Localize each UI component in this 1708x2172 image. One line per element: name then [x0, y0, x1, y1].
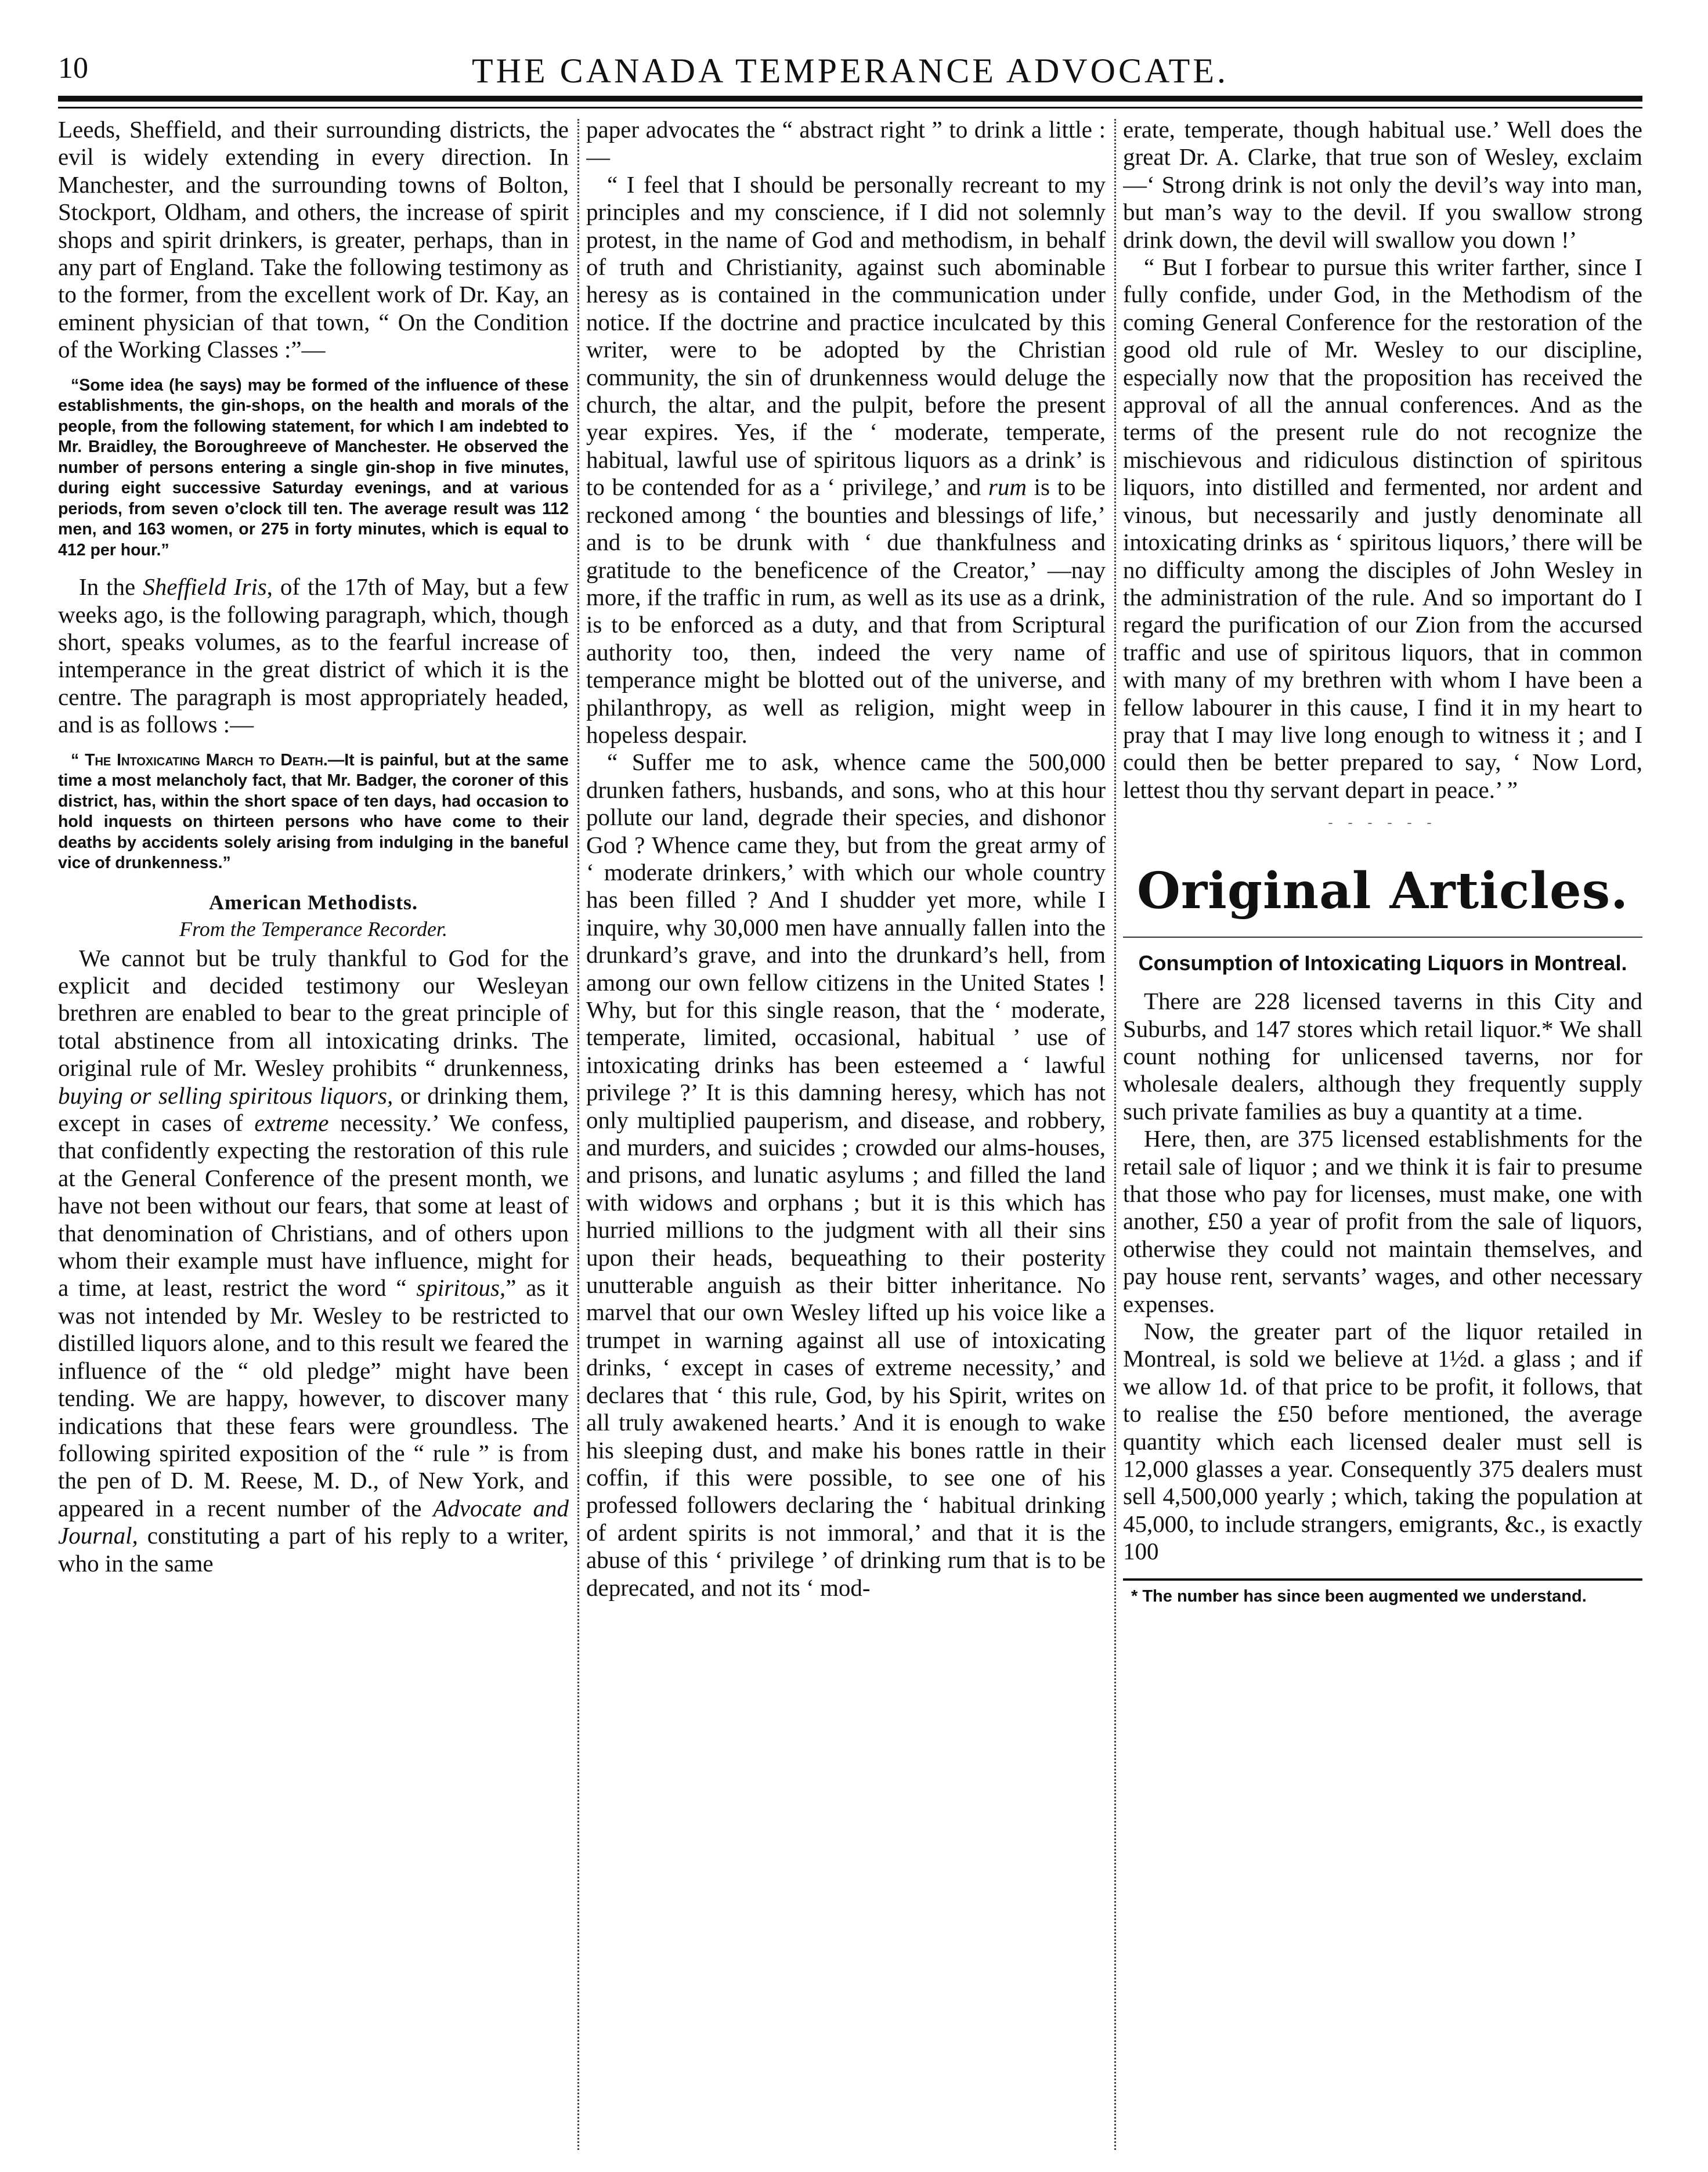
paragraph-licensed: Here, then, are 375 licensed establishments for the retail sale of liquor ; and we think it is fair to presume that those who pay for licenses, must make, one with another, £50 a year of profit from the sale of liquors, otherwise they could not maintain themselves, and pay house rent, servants’ wages, and other necessary expenses.: [1123, 1125, 1642, 1317]
paragraph-clarke: erate, temperate, though habitual use.’ Well does the great Dr. A. Clarke, that true son of Wesley, exclaim—‘ Strong drink is not only the devil’s way into man, but man’s way to the devil. If you swallow strong drink down, the devil will swallow you down !’: [1123, 116, 1642, 253]
quote-heading: “ The Intoxicating March to Death.: [71, 750, 328, 769]
paragraph-abstract-right: paper advocates the “ abstract right ” to drink a little :—: [586, 116, 1106, 171]
column-two: [586, 116, 1106, 2159]
header-rule-thick: [58, 96, 1642, 102]
newspaper-name: Sheffield Iris: [143, 573, 267, 601]
quote-gin-shops: “Some idea (he says) may be formed of the influence of these establishments, the gin-shops, on the health and morals of the people, from the following statement, for which I am indebted to Mr. Braidley, the Boroughreeve of Manchester. He observed the number of persons entering a single gin-shop in five minutes, during eight successive Saturday evenings, and at various periods, from seven o’clock till ten. The average result was 112 men, and 163 women, or 275 in forty minutes, which is equal to 412 per hour.”: [58, 375, 569, 559]
paragraph-liquor-retailed: Now, the greater part of the liquor retailed in Montreal, is sold we believe at 1½d. a glass ; and if we allow 1d. of that price to be profit, it follows, that to realise the £50 before mentioned, the average quantity which each licensed dealer must sell is 12,000 glasses a year. Consequently 375 dealers must sell 4,500,000 yearly ; which, taking the population at 45,000, to include strangers, emigrants, &c., is exactly 100: [1123, 1318, 1642, 1565]
running-title: THE CANADA TEMPERANCE ADVOCATE.: [472, 52, 1229, 90]
column-one: [58, 116, 569, 2159]
column-three: [1123, 116, 1642, 2159]
paragraph-wesleyan: We cannot but be truly thankful to God for the explicit and decided testimony our Wesleyan brethren are enabled to bear to the great principle of total abstinence from all intoxicating drinks. The original rule of Mr. Wesley prohibits “ drunkenness, buying or selling spiritous liquors, or drinking them, except in cases of extreme necessity.’ We confess, that confidently expecting the restoration of this rule at the General Conference of the present month, we have not been without our fears, that some at least of that denomination of Christians, and of others upon whom their example must have influence, might for a time, at least, restrict the word “ spiritous,” as it was not intended by Mr. Wesley to be restricted to distilled liquors alone, and to this result we feared the influence of the “ old pledge” might have been tending. We are happy, however, to discover many indications that these fears were groundless. The following spirited exposition of the “ rule ” is from the pen of D. M. Reese, M. D., of New York, and appeared in a recent number of the Advocate and Journal, constituting a part of his reply to a writer, who in the same: [58, 944, 569, 1577]
heading-rule: [1123, 937, 1642, 938]
column-divider-left: [577, 119, 579, 2150]
paragraph-sheffield-iris: In the Sheffield Iris, of the 17th of May, but a few weeks ago, is the following paragraph, which, though short, speaks volumes, as to the fearful increase of intemperance in the great district of which it is the centre. The paragraph is most appropriately headed, and is as follows :—: [58, 573, 569, 738]
page-number: 10: [58, 52, 88, 85]
footnote-rule: [1123, 1578, 1642, 1581]
column-divider-right: [1114, 119, 1116, 2150]
page-header: [58, 51, 1642, 97]
article-title: Consumption of Intoxicating Liquors in Montreal.: [1138, 951, 1627, 975]
header-rule-thin: [58, 107, 1642, 109]
section-source: From the Temperance Recorder.: [179, 917, 447, 941]
section-title-american-methodists: American Methodists.: [209, 890, 418, 914]
paragraph-leeds: Leeds, Sheffield, and their surrounding districts, the evil is widely extending in every direction. In Manchester, and the surrounding towns of Bolton, Stockport, Oldham, and others, the increase of spirit shops and spirit drinkers, is greater, perhaps, than in any part of England. Take the following testimony as to the former, from the excellent work of Dr. Kay, an eminent physician of that town, “ On the Condition of the Working Classes :”—: [58, 116, 569, 363]
paragraph-suffer-me: “ Suffer me to ask, whence came the 500,000 drunken fathers, husbands, and sons, who at this hour pollute our land, degrade their species, and dishonor God ? Whence came they, but from the great army of ‘ moderate drinkers,’ with which our whole country has been filled ? And I shudder yet more, while I inquire, why 30,000 men have annually fallen into the drunkard’s grave, and into the drunkard’s hell, from among our own fellow citizens in the United States ! Why, but for this single reason, that the ‘ moderate, temperate, limited, occasional, habitual ’ use of intoxicating drinks has been esteemed a ‘ lawful privilege ?’ It is this damning heresy, which has not only multiplied pauperism, and disease, and robbery, and murders, and suicides ; crowded our alms-houses, and prisons, and lunatic asylums ; and filled the land with widows and orphans ; but it is this which has hurried millions to the judgment with all their sins upon their heads, bequeathing to their posterity unutterable anguish as their bitter inheritance. No marvel that our own Wesley lifted up his voice like a trumpet in warning against all use of intoxicating drinks, ‘ except in cases of extreme necessity,’ and declares that ‘ this rule, God, by his Spirit, writes on all truly awakened hearts.’ And it is enough to wake his sleeping dust, and make his bones rattle in their coffin, if this were possible, to see one of his professed followers declaring the ‘ habitual drinking of ardent spirits is not immoral,’ and that it is the abuse of this ‘ privilege ’ of drinking rum that is to be deprecated, and not its ‘ mod-: [586, 749, 1106, 1601]
paragraph-forbear: “ But I forbear to pursue this writer farther, since I fully confide, under God, in the Methodism of the coming General Conference for the restoration of the good old rule of Mr. Wesley to our discipline, especially now that the proposition has received the approval of all the annual conferences. And as the terms of the present rule do not recognize the mischievous and ridiculous distinction of spiritous liquors, into distilled and fermented, nor ardent and vinous, but necessarily and justly denominate all intoxicating drinks as ‘ spiritous liquors,’ there will be no difficulty among the disciples of John Wesley in the administration of the rule. And so important do I regard the purification of our Zion from the accursed traffic and use of spiritous liquors, that in common with many of my brethren with whom I have been a fellow labourer in this cause, I find it in my heart to pray that I may live long enough to witness it ; and I could then be better prepared to say, ‘ Now Lord, lettest thou thy servant depart in peace.’ ”: [1123, 254, 1642, 803]
quote-intoxicating-march: “ The Intoxicating March to Death.—It is painful, but at the same time a most melancholy fact, that Mr. Badger, the coroner of this district, has, within the short space of ten days, had occasion to hold inquests on thirteen persons who have come to their deaths by accidents solely arising from indulging in the baneful vice of drunkenness.”: [58, 750, 569, 873]
separator-dots: - - - - - -: [1328, 815, 1438, 831]
paragraph-recreant: “ I feel that I should be personally recreant to my principles and my conscience, if I did not solemnly protest, in the name of God and methodism, in behalf of truth and Christianity, against such abominable heresy as is contained in the communication under notice. If the doctrine and practice inculcated by this writer, were to be adopted by the Christian community, the sin of drunkenness would deluge the church, the altar, and the pulpit, before the present year expires. Yes, if the ‘ moderate, temperate, habitual, lawful use of spiritous liquors as a drink’ is to be contended for as a ‘ privilege,’ and rum is to be reckoned among ‘ the bounties and blessings of life,’ and is to be drunk with ‘ due thankfulness and gratitude to the beneficence of the Creator,’ —nay more, if the traffic in rum, as well as its use as a drink, is to be enforced as a duty, and that from Scriptural authority too, then, indeed the very name of temperance might be blotted out of the universe, and philanthropy, as well as religion, might weep in hopeless despair.: [586, 171, 1106, 748]
paragraph-taverns: There are 228 licensed taverns in this City and Suburbs, and 147 stores which retail liquor.* We shall count nothing for unlicensed taverns, nor for wholesale dealers, although they frequently supply such private families as buy a quantity at a time.: [1123, 988, 1642, 1125]
footnote: * The number has since been augmented we understand.: [1131, 1586, 1587, 1606]
original-articles-heading: Original Articles.: [1136, 862, 1629, 921]
